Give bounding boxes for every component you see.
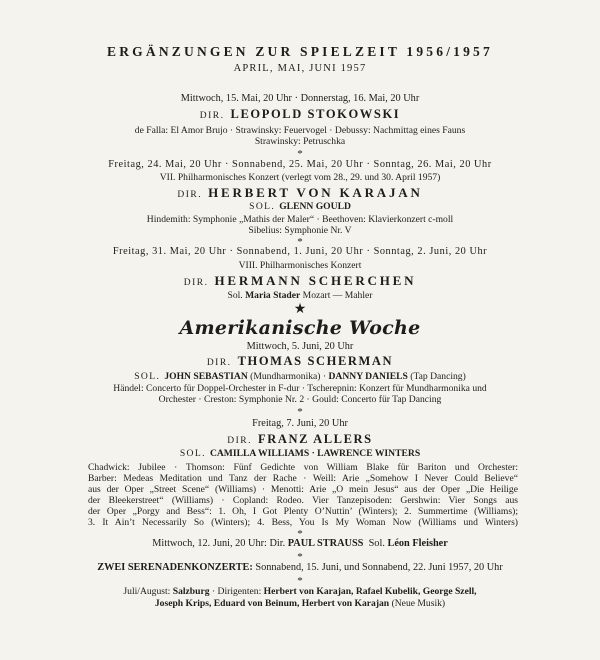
event1-program-2: Strawinsky: Petruschka bbox=[254, 136, 346, 147]
soloist2-name: DANNY DANIELS bbox=[328, 371, 408, 382]
separator-star: * bbox=[297, 236, 303, 248]
dir-prefix: DIR. bbox=[227, 436, 253, 446]
separator-star: * bbox=[297, 148, 303, 160]
soloist-name: GLENN GOULD bbox=[279, 201, 351, 212]
separator-big-star: ★ bbox=[293, 302, 307, 317]
serenade-label: ZWEI SERENADENKONZERTE: bbox=[97, 562, 253, 573]
event5-dates: Freitag, 7. Juni, 20 Uhr bbox=[252, 418, 348, 429]
event4-director bbox=[0, 354, 600, 369]
page-subtitle: APRIL, MAI, JUNI 1957 bbox=[233, 63, 367, 74]
conductor-name: THOMAS SCHERMAN bbox=[237, 354, 394, 368]
footer-line-1 bbox=[0, 586, 600, 597]
soloist-names: CAMILLA WILLIAMS · LAWRENCE WINTERS bbox=[209, 448, 421, 459]
dir-prefix: DIR. bbox=[206, 358, 232, 368]
separator-star: * bbox=[297, 551, 303, 563]
footer-dir-label: · Dirigenten: bbox=[211, 586, 262, 597]
footer-note: (Neue Musik) bbox=[391, 598, 446, 609]
event1-program-1: de Falla: El Amor Brujo · Strawinsky: Feuervogel · Debussy: Nachmittag eines Fauns bbox=[134, 125, 466, 136]
event5-program-2: Barber: Medeas Meditation und Tanz der Rache · Weill: Arie „Somehow I Never Could Believe“ bbox=[88, 473, 518, 484]
conductor-name: LEOPOLD STOKOWSKI bbox=[230, 107, 401, 121]
footer-place: Salzburg bbox=[172, 586, 210, 597]
event4-program-1: Händel: Concerto für Doppel-Orchester in F-dur · Tscherepnin: Konzert für Mundharmonika und bbox=[113, 383, 487, 394]
dir-prefix: Dir. bbox=[269, 538, 286, 549]
conductor-name: PAUL STRAUSS bbox=[287, 538, 364, 549]
sol-prefix: SOL. bbox=[249, 201, 276, 212]
page-title: ERGÄNZUNGEN ZUR SPIELZEIT 1956/1957 bbox=[107, 44, 493, 59]
event2-soloist bbox=[0, 201, 600, 212]
event4-soloists bbox=[0, 371, 600, 382]
event3-director bbox=[0, 273, 600, 289]
event3-note: VIII. Philharmonisches Konzert bbox=[238, 260, 362, 271]
soloist1-note: (Mundharmonika) · bbox=[250, 371, 327, 382]
dir-prefix: DIR. bbox=[177, 190, 203, 200]
soloist-name: Léon Fleisher bbox=[387, 538, 448, 549]
event6-dates: Mittwoch, 12. Juni, 20 Uhr: bbox=[152, 538, 267, 549]
event7-line bbox=[0, 562, 600, 573]
dir-prefix: DIR. bbox=[183, 278, 209, 288]
sol-prefix: Sol. bbox=[227, 290, 243, 301]
serenade-dates: Sonnabend, 15. Juni, und Sonnabend, 22. Juni 1957, 20 Uhr bbox=[255, 562, 503, 573]
separator-star: * bbox=[297, 575, 303, 587]
soloist1-name: JOHN SEBASTIAN bbox=[164, 371, 248, 382]
event2-director bbox=[0, 185, 600, 201]
event2-note: VII. Philharmonisches Konzert (verlegt vom 28., 29. und 30. April 1957) bbox=[159, 172, 441, 183]
event1-dates: Mittwoch, 15. Mai, 20 Uhr · Donnerstag, 16. Mai, 20 Uhr bbox=[180, 93, 420, 104]
event3-soloist bbox=[0, 290, 600, 301]
separator-star: * bbox=[297, 528, 303, 540]
event2-program-1: Hindemith: Symphonie „Mathis der Maler“ · Beethoven: Klavierkonzert c-moll bbox=[146, 214, 454, 225]
amerikanische-woche-heading: Amerikanische Woche bbox=[179, 317, 421, 339]
sol-prefix: SOL. bbox=[134, 371, 161, 382]
soloist-name: Maria Stader bbox=[245, 290, 301, 301]
event3-dates: Freitag, 31. Mai, 20 Uhr · Sonnabend, 1. Juni, 20 Uhr · Sonntag, 2. Juni, 20 Uhr bbox=[112, 246, 488, 257]
event4-program-2: Orchester · Creston: Symphonie Nr. 2 · Gould: Concerto für Tap Dancing bbox=[158, 394, 442, 405]
footer-names-1: Herbert von Karajan, Rafael Kubelik, George Szell, bbox=[263, 586, 477, 597]
event5-program-4: der Bleekerstreet“ (Williams) · Copland: Rodeo. Vier Tanzepisoden: Gershwin: Vier Songs aus bbox=[88, 495, 518, 506]
footer-line-2 bbox=[0, 598, 600, 609]
event5-soloists bbox=[0, 448, 600, 459]
event5-program-6: 3. It Ain’t Necessarily So (Winters); 4. Bess, You Is My Woman Now (Williams und Winters) bbox=[88, 517, 518, 528]
event5-program-5: der Oper „Porgy and Bess“: 1. Oh, I Got Plenty O’Nuttin’ (Winters); 2. Summertime (Williams); bbox=[88, 506, 518, 517]
sol-prefix: SOL. bbox=[179, 448, 206, 459]
event1-director bbox=[0, 107, 600, 122]
event2-program-2: Sibelius: Symphonie Nr. V bbox=[248, 225, 352, 236]
dir-prefix: DIR. bbox=[199, 111, 225, 121]
footer-names-2: Joseph Krips, Eduard von Beinum, Herbert von Karajan bbox=[154, 598, 390, 609]
conductor-name: HERBERT VON KARAJAN bbox=[208, 185, 423, 200]
event5-program-1: Chadwick: Jubilee · Thomson: Fünf Gedichte von William Blake für Bariton und Orchester: bbox=[88, 462, 518, 473]
event3-program: Mozart — Mahler bbox=[302, 290, 373, 301]
event4-dates: Mittwoch, 5. Juni, 20 Uhr bbox=[246, 341, 354, 352]
conductor-name: HERMANN SCHERCHEN bbox=[214, 273, 417, 288]
event5-program-3: aus der Oper „Street Scene“ (Williams) · Menotti: Arie „O mein Jesus“ aus der Oper „Die Heilige bbox=[88, 484, 518, 495]
soloist2-note: (Tap Dancing) bbox=[410, 371, 466, 382]
separator-star: * bbox=[297, 406, 303, 418]
event2-dates: Freitag, 24. Mai, 20 Uhr · Sonnabend, 25. Mai, 20 Uhr · Sonntag, 26. Mai, 20 Uhr bbox=[108, 159, 492, 170]
event5-director bbox=[0, 432, 600, 447]
conductor-name: FRANZ ALLERS bbox=[258, 432, 373, 446]
sol-prefix: Sol. bbox=[368, 538, 385, 549]
event6-line bbox=[0, 538, 600, 549]
footer-label: Juli/August: bbox=[123, 586, 171, 597]
